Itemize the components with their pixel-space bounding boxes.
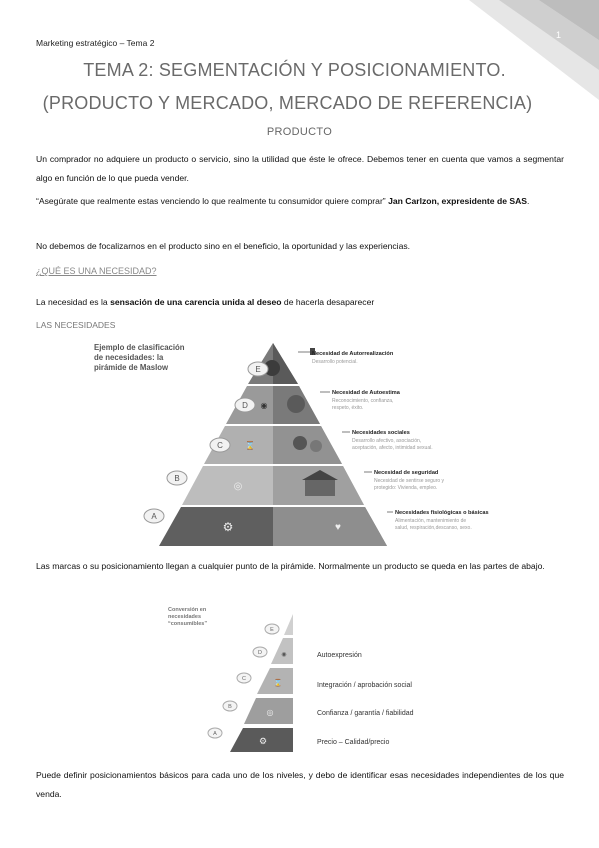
maslow-level-c-desc-2: aceptación, afecto, intimidad sexual.	[352, 445, 433, 451]
maslow-level-a-desc-2: salud, respiración,descanso, sexo.	[395, 525, 472, 531]
svg-text:◎: ◎	[233, 481, 243, 492]
quote-end: .	[527, 196, 530, 206]
heading-what-is-need: ¿QUÉ ES UNA NECESIDAD?	[36, 266, 157, 276]
maslow-letter-c: C	[217, 441, 223, 450]
conversion-letter-d: D	[258, 650, 262, 656]
maslow-level-a-title: Necesidades fisiológicas o básicas	[395, 510, 489, 516]
conversion-caption-2: necesidades	[168, 614, 202, 620]
paragraph-4	[36, 293, 564, 312]
p4-post: de hacerla desaparecer	[281, 297, 375, 307]
quote-text: “Asegúrate que realmente estas venciendo lo que realmente tu consumidor quiere comprar”	[36, 196, 386, 206]
conversion-pyramid-figure	[160, 602, 480, 754]
maslow-caption-2: de necesidades: la	[94, 353, 164, 362]
maslow-level-e-desc: Desarrollo potencial.	[312, 359, 358, 365]
p4-bold: sensación de una carencia unida al deseo	[110, 297, 282, 307]
paragraph-6: Puede definir posicionamientos básicos para cada uno de los niveles, y debo de identificar esas necesidades independientes de los que venda.	[36, 770, 564, 799]
maslow-level-e-title: Necesidad de Autorrealización	[312, 351, 394, 357]
title-line-1: TEMA 2: SEGMENTACIÓN Y POSICIONAMIENTO.	[83, 60, 506, 80]
maslow-letter-d: D	[242, 401, 248, 410]
maslow-letter-b: B	[174, 474, 180, 483]
maslow-level-b-desc-2: protegido: Vivienda, empleo.	[374, 485, 438, 491]
svg-text:⚙: ⚙	[222, 520, 234, 534]
maslow-level-a-desc-1: Alimentación, mantenimiento de	[395, 518, 467, 524]
maslow-level-c-desc-1: Desarrollo afectivo, asociación,	[352, 438, 422, 444]
conversion-letter-a: A	[213, 731, 217, 737]
svg-text:⌛: ⌛	[273, 680, 283, 687]
paragraph-3: No debemos de focalizarnos en el producto sino en el beneficio, la oportunidad y las experiencias.	[36, 241, 411, 251]
maslow-level-d-desc-1: Reconocimiento, confianza,	[332, 398, 394, 404]
paragraph-1: Un comprador no adquiere un producto o servicio, sino la utilidad que éste le ofrece. Debemos tener en cuenta que vamos a segmentar algo en función de lo que pueda vender.	[36, 154, 564, 183]
conversion-caption-3: “consumibles”	[168, 621, 208, 627]
conversion-label-c: Integración / aprobación social	[317, 682, 412, 689]
svg-text:♥: ♥	[335, 522, 341, 533]
paragraph-2	[36, 192, 564, 211]
maslow-letter-e: E	[255, 365, 261, 374]
maslow-level-d-title: Necesidad de Autoestima	[332, 390, 400, 396]
quote-author: Jan Carlzon, expresidente de SAS	[388, 196, 528, 206]
maslow-caption-1: Ejemplo de clasificación	[94, 343, 185, 352]
conversion-letter-c: C	[242, 676, 246, 682]
corner-decoration	[469, 0, 599, 100]
conversion-label-a: Precio – Calidad/precio	[317, 739, 390, 746]
conversion-letter-b: B	[228, 704, 232, 710]
maslow-level-b-title: Necesidad de seguridad	[374, 470, 439, 476]
heading-needs: LAS NECESIDADES	[36, 320, 116, 330]
paragraph-5: Las marcas o su posicionamiento llegan a cualquier punto de la pirámide. Normalmente un producto se queda en las partes de abajo.	[36, 561, 545, 571]
maslow-level-b-desc-1: Necesidad de sentirse seguro y	[374, 478, 445, 484]
maslow-caption-3: pirámide de Maslow	[94, 363, 169, 372]
svg-text:◎: ◎	[266, 708, 274, 717]
document-header: Marketing estratégico – Tema 2	[36, 38, 155, 48]
section-subtitle: PRODUCTO	[266, 126, 333, 138]
conversion-label-b: Confianza / garantía / fiabilidad	[317, 710, 414, 717]
svg-text:⌛: ⌛	[245, 441, 255, 450]
conversion-label-d: Autoexpresión	[317, 652, 362, 659]
svg-text:◉: ◉	[281, 652, 287, 658]
conversion-letter-e: E	[270, 627, 274, 633]
maslow-letter-a: A	[151, 512, 157, 521]
maslow-pyramid-figure	[90, 338, 530, 550]
p4-pre: La necesidad es la	[36, 297, 111, 307]
page-number: 1	[555, 30, 561, 40]
title-line-2: (PRODUCTO Y MERCADO, MERCADO DE REFERENCIA)	[42, 93, 533, 113]
maslow-level-c-title: Necesidades sociales	[352, 430, 410, 436]
svg-text:⚙: ⚙	[258, 736, 268, 746]
maslow-level-d-desc-2: respeto, éxito.	[332, 405, 364, 411]
svg-text:◉: ◉	[260, 401, 268, 410]
conversion-caption-1: Conversión en	[168, 607, 207, 613]
